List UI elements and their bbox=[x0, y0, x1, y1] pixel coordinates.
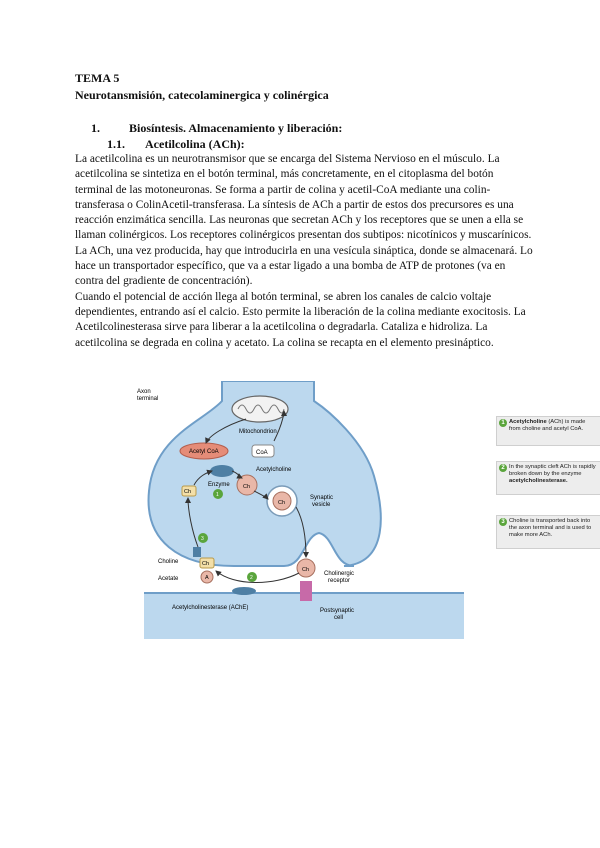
label-axon: Axon bbox=[137, 389, 151, 395]
label-cholinergic: Cholinergic bbox=[324, 571, 355, 577]
arrow-ache-breakdown bbox=[216, 571, 299, 583]
label-vesicle: vesicle bbox=[312, 502, 331, 508]
subsection-title: Acetilcolina (ACh): bbox=[145, 137, 245, 151]
step-2-bold: acetylcholinesterase. bbox=[509, 478, 568, 484]
step-3-box bbox=[496, 515, 600, 549]
label-ache: Acetylcholinesterase (AChE) bbox=[172, 605, 249, 611]
cholinergic-receptor-shape bbox=[300, 581, 312, 601]
label-postsynaptic: Postsynaptic bbox=[320, 608, 355, 614]
section-heading-1 bbox=[91, 121, 342, 136]
label-acetyl-coa: Acetyl CoA bbox=[189, 449, 219, 455]
subsection-number: 1.1. bbox=[107, 137, 125, 151]
ach-synapse-figure bbox=[134, 381, 596, 639]
choline-transporter bbox=[193, 547, 201, 557]
label-acetylcholine: Acetylcholine bbox=[256, 467, 292, 473]
ache-enzyme bbox=[232, 587, 256, 595]
body-text bbox=[75, 152, 533, 351]
label-mitochondrion: Mitochondrion bbox=[239, 429, 277, 435]
step-1-badge: 1 bbox=[499, 419, 507, 427]
label-cell: cell bbox=[334, 615, 344, 621]
paragraph: La ACh, una vez producida, hay que introducirla en una vesícula sináptica, donde se almacenará. Lo hace un transportador específico, que va a estar ligado a una bomba de ATP de protones (va en contra del gradiente de concentración). bbox=[75, 244, 533, 288]
step-3-badge: 3 bbox=[499, 518, 507, 526]
paragraph: Cuando el potencial de acción llega al botón terminal, se abren los canales de calcio voltaje dependientes, entrando así el calcio. Esto permite la liberación de la colina mediante exocitosis. La Acetilcolinesterasa sirve para liberar a la acetilcolina o degradarla. Cataliza e hidroliza. La acetilcolina se degrada en colina y acetato. La colina se recapta en el elemento presináptico. bbox=[75, 290, 526, 349]
step-2-number: 2 bbox=[250, 575, 253, 581]
document-title: TEMA 5 bbox=[75, 71, 120, 85]
label-enzyme: Enzyme bbox=[208, 482, 230, 488]
subsection-heading-1-1 bbox=[107, 137, 245, 152]
label-coa: CoA bbox=[256, 450, 268, 456]
enzyme-shape bbox=[210, 465, 234, 477]
step-1-text: (ACh) is made from choline and acetyl CoA. bbox=[509, 419, 586, 432]
label-choline: Choline bbox=[158, 559, 179, 565]
paragraph: La acetilcolina es un neurotransmisor que se encarga del Sistema Nervioso en el músculo. La acetilcolina se sintetiza en el botón terminal, más concretamente, en el citoplasma del botón terminal de las motoneuronas. Se forma a partir de colina y acetil-CoA mediante una colin-transferasa o ColinAcetil-transferasa. La síntesis de ACh a partir de estos dos precursores es una reacción enzimática sencilla. Las neuronas que secretan ACh y los receptores que se unen a ella se llaman colinérgicos. Los receptores colinérgicos presentan dos subtipos: nicotínicos y muscarínicos. bbox=[75, 153, 532, 242]
label-terminal: terminal bbox=[137, 396, 159, 402]
label-synaptic: Synaptic bbox=[310, 495, 334, 501]
step-1-box bbox=[496, 416, 600, 446]
label-a: A bbox=[205, 575, 209, 581]
label-ach-2: Ch bbox=[278, 500, 286, 506]
synapse-diagram bbox=[134, 381, 469, 639]
label-ach-1: Ch bbox=[243, 484, 251, 490]
document-subtitle: Neurotansmisión, catecolaminergica y colinérgica bbox=[75, 88, 329, 102]
label-receptor: receptor bbox=[328, 578, 351, 584]
step-2-box bbox=[496, 461, 600, 495]
mitochondrion-shape bbox=[232, 396, 288, 422]
step-2-text: In the synaptic cleft ACh is rapidly broken down by the enzyme bbox=[509, 464, 596, 477]
step-3-text: Choline is transported back into the axon terminal and is used to make more ACh. bbox=[509, 518, 592, 538]
label-ch-3: Ch bbox=[202, 561, 210, 567]
section-title: Biosíntesis. Almacenamiento y liberación: bbox=[129, 121, 343, 135]
label-acetate: Acetate bbox=[158, 576, 179, 582]
step-3-number: 3 bbox=[201, 536, 204, 542]
step-1-number: 1 bbox=[216, 492, 219, 498]
section-number: 1. bbox=[91, 121, 100, 135]
step-1-bold: Acetylcholine bbox=[509, 419, 547, 425]
label-ach-3: Ch bbox=[302, 567, 310, 573]
label-ch-1: Ch bbox=[184, 489, 192, 495]
step-2-badge: 2 bbox=[499, 464, 507, 472]
